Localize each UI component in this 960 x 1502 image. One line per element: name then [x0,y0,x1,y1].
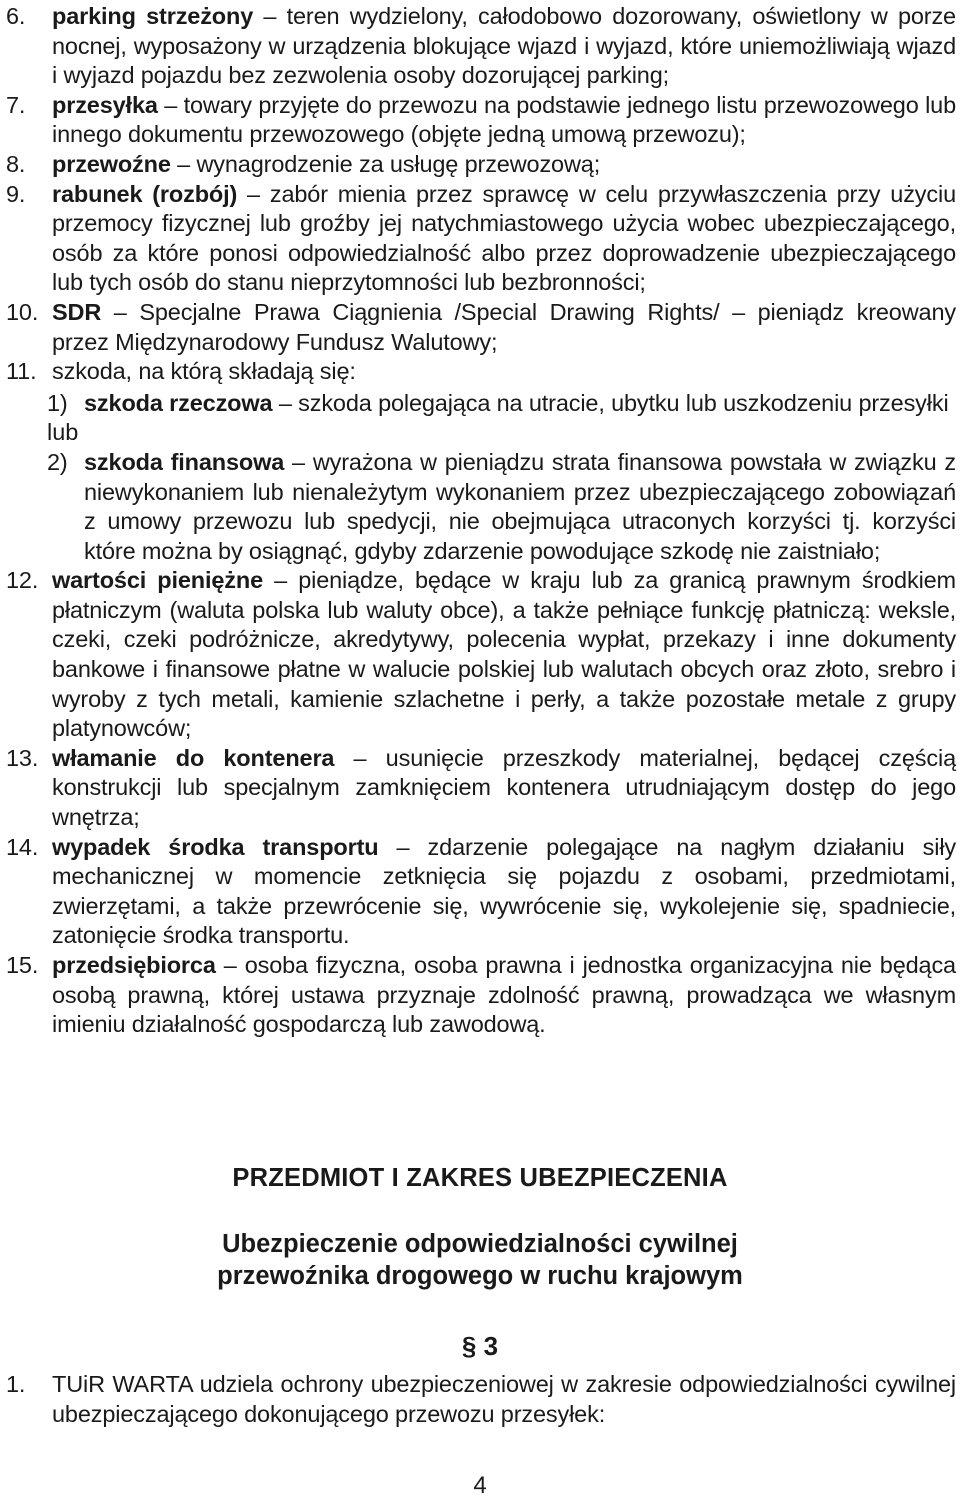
sub-item-text: szkoda polegająca na utracie, ubytku lub uszkodzeniu przesyłki [298,389,949,416]
definition-number: 8. [6,150,26,177]
definition-term: wypadek środka transportu [52,833,379,860]
definition-15 [0,951,960,1040]
definition-separator: – [215,952,245,978]
definition-term: przedsiębiorca [52,952,216,978]
definition-text: osoba fizyczna, osoba prawna i jednostka organizacyjna nie będąca osobą prawną, której ustawa przyznaje zdolność prawną, prowadząca we własnym imieniu działalność gospodarczą lub zawodową. [52,952,956,1038]
definition-number: 7. [6,91,26,118]
definition-text: Specjalne Prawa Ciągnienia /Special Drawing Rights/ – pieniądz kreowany przez Międzynarodowy Fundusz Walutowy; [52,298,956,355]
definition-number: 13. [6,744,39,771]
definition-separator: – [378,833,428,860]
definition-term: SDR [52,298,102,325]
paragraph-1 [0,1370,960,1429]
definition-7 [0,91,960,150]
sub-item-text: wyrażona w pieniądzu strata finansowa powstała w związku z niewykonaniem lub nienależytym wykonaniem przez ubezpieczającego zobowiązań z umowy przewozu lub spedycji, nie obejmująca utraconych korzyści tj. korzyści które można by osiągnąć, gdyby zdarzenie powodujące szkodę nie zaistniało; [84,448,956,564]
section-title: PRZEDMIOT I ZAKRES UBEZPIECZENIA [232,1164,728,1192]
definition-number: 14. [6,833,39,860]
sub-item-number: 2) [47,448,68,475]
definition-term: wartości pieniężne [52,567,264,594]
definition-number: 6. [6,3,26,29]
definition-number: 12. [6,567,39,594]
definition-number: 9. [6,180,26,207]
definitions-block-1 [0,2,960,1040]
definition-separator: – [263,567,299,594]
definition-term: parking strzeżony [52,3,254,29]
definition-term: przesyłka [52,91,158,118]
definition-separator: – [334,744,386,771]
sub-item-separator: – [284,448,313,475]
definition-term: włamanie do kontenera [52,744,335,771]
definition-separator: – [237,180,270,207]
definition-separator: – [170,150,197,177]
definition-8 [0,150,960,180]
section-subtitle-line-1: Ubezpieczenie odpowiedzialności cywilnej [222,1230,738,1258]
page-number: 4 [473,1472,487,1499]
sub-item-number: 1) [47,389,68,416]
definition-text: pieniądze, będące w kraju lub za granicą prawnym środkiem płatniczym (waluta polska lub waluty obce), a także pełniące funkcję płatniczą: weksle, czeki, czeki podróżnicze, akredytywy, polecenia wypłat, przekazy i inne dokumenty bankowe i finansowe płatne w walucie polskiej lub walutach obcych oraz złoto, srebro i wyroby z tych metali, kamienie szlachetne i perły, a także pozostałe metale z grupy platynowców; [52,567,956,742]
connector-lub: lub [47,419,79,446]
sub-item-term: szkoda finansowa [84,448,285,475]
definition-9 [0,180,960,298]
definition-separator: – [253,3,287,29]
definition-13 [0,744,960,833]
sub-item-1 [0,389,960,419]
definition-12 [0,566,960,744]
section-subtitle-line-2: przewoźnika drogowego w ruchu krajowym [217,1262,743,1290]
sub-item-2 [0,448,960,566]
definition-text: zdarzenie polegające na nagłym działaniu siły mechanicznej w momencie zetknięcia się pojazdu z osobami, przedmiotami, zwierzętami, a także przewrócenie się, wywrócenie się, wykolejenie się, spadniecie, zatonięcie środka transportu. [52,833,956,949]
definition-text: szkoda, na którą składają się: [52,358,356,385]
paragraph-mark: § 3 [461,1331,499,1361]
sub-item-separator: – [272,389,299,416]
definition-11 [0,357,960,387]
definition-term: rabunek (rozbój) [52,180,238,207]
definition-10 [0,298,960,357]
definition-text: towary przyjęte do przewozu na podstawie jednego listu przewozowego lub innego dokumentu przewozowego (objęte jedną umową przewozu); [52,91,956,148]
definition-text: zabór mienia przez sprawcę w celu przywłaszczenia przy użyciu przemocy fizycznej lub groźby jej natychmiastowego użycia wobec ubezpieczającego, osób za które ponosi odpowiedzialność albo przez doprowadzenie ubezpieczającego lub tych osób do stanu nieprzytomności lub bezbronności; [52,180,956,296]
paragraph-number: 1. [6,1371,26,1397]
definition-number: 10. [6,298,39,325]
section-heading-block [0,1162,960,1429]
definition-text: wynagrodzenie za usługę przewozową; [196,150,601,177]
definition-separator: – [101,298,140,325]
definition-term: przewoźne [52,150,171,177]
definition-number: 15. [6,952,39,978]
definition-6 [0,2,960,91]
definition-text: teren wydzielony, całodobowo dozorowany, oświetlony w porze nocnej, wyposażony w urządzenia blokujące wjazd i wyjazd, które uniemożliwiają wjazd i wyjazd pojazdu bez zezwolenia osoby dozorującej parking; [52,3,956,89]
definition-separator: – [157,91,184,118]
definition-14 [0,833,960,951]
sub-item-term: szkoda rzeczowa [84,389,273,416]
definition-number: 11. [6,358,37,385]
paragraph-text: TUiR WARTA udziela ochrony ubezpieczeniowej w zakresie odpowiedzialności cywilnej ubezpieczającego dokonującego przewozu przesyłek: [52,1371,956,1427]
definition-text: usunięcie przeszkody materialnej, będącej częścią konstrukcji lub specjalnym zamknięciem kontenera utrudniającym dostęp do jego wnętrza; [52,744,956,831]
